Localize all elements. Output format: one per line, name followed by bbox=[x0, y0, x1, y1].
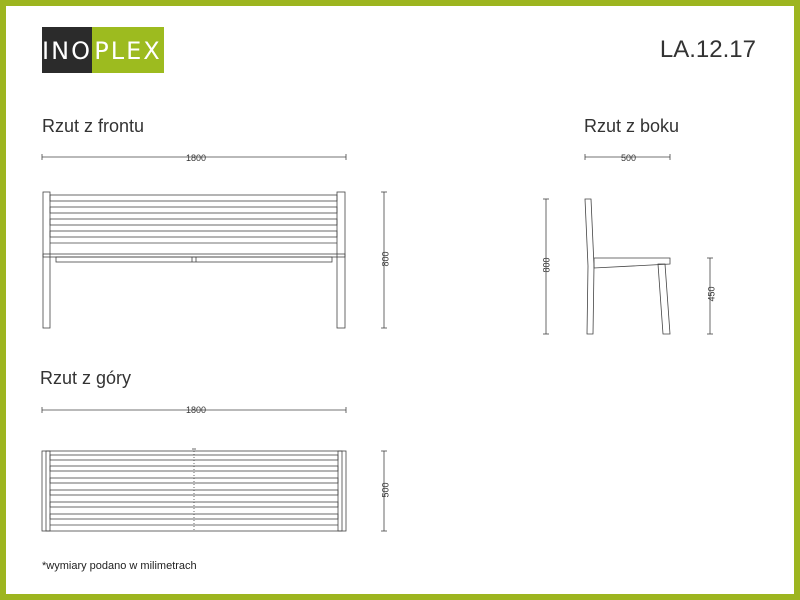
side-front-leg bbox=[658, 264, 670, 334]
front-height-label: 800 bbox=[380, 251, 391, 267]
side-seat-label: 450 bbox=[706, 286, 717, 302]
front-seat-rail bbox=[56, 257, 332, 262]
side-depth-label: 500 bbox=[621, 153, 637, 163]
top-view-drawing bbox=[42, 407, 387, 531]
product-code: LA.12.17 bbox=[659, 36, 756, 63]
logo-text-ino: INO bbox=[42, 37, 92, 65]
front-seat-edge bbox=[43, 254, 345, 257]
top-width-label: 1800 bbox=[186, 405, 207, 415]
front-slat-1 bbox=[50, 195, 337, 201]
logo-text-plex: PLEX bbox=[94, 37, 162, 65]
front-slat-3 bbox=[50, 219, 337, 225]
dimensions-note: *wymiary podano w milimetrach bbox=[42, 560, 197, 572]
front-slat-4 bbox=[50, 231, 337, 237]
technical-drawing bbox=[6, 6, 794, 594]
top-view-title: Rzut z góry bbox=[40, 368, 132, 388]
front-left-leg bbox=[43, 192, 50, 328]
side-view-title: Rzut z boku bbox=[584, 116, 680, 136]
front-slat-2 bbox=[50, 207, 337, 213]
side-view-drawing bbox=[543, 154, 713, 334]
side-seat bbox=[594, 258, 670, 268]
top-depth-label: 500 bbox=[380, 482, 391, 498]
front-view-drawing bbox=[42, 154, 387, 328]
side-back-leg bbox=[585, 199, 594, 334]
front-right-leg bbox=[337, 192, 345, 328]
front-width-label: 1800 bbox=[186, 153, 207, 163]
drawing-sheet bbox=[6, 6, 794, 594]
side-height-label: 800 bbox=[541, 257, 552, 273]
front-view-title: Rzut z frontu bbox=[42, 116, 145, 136]
